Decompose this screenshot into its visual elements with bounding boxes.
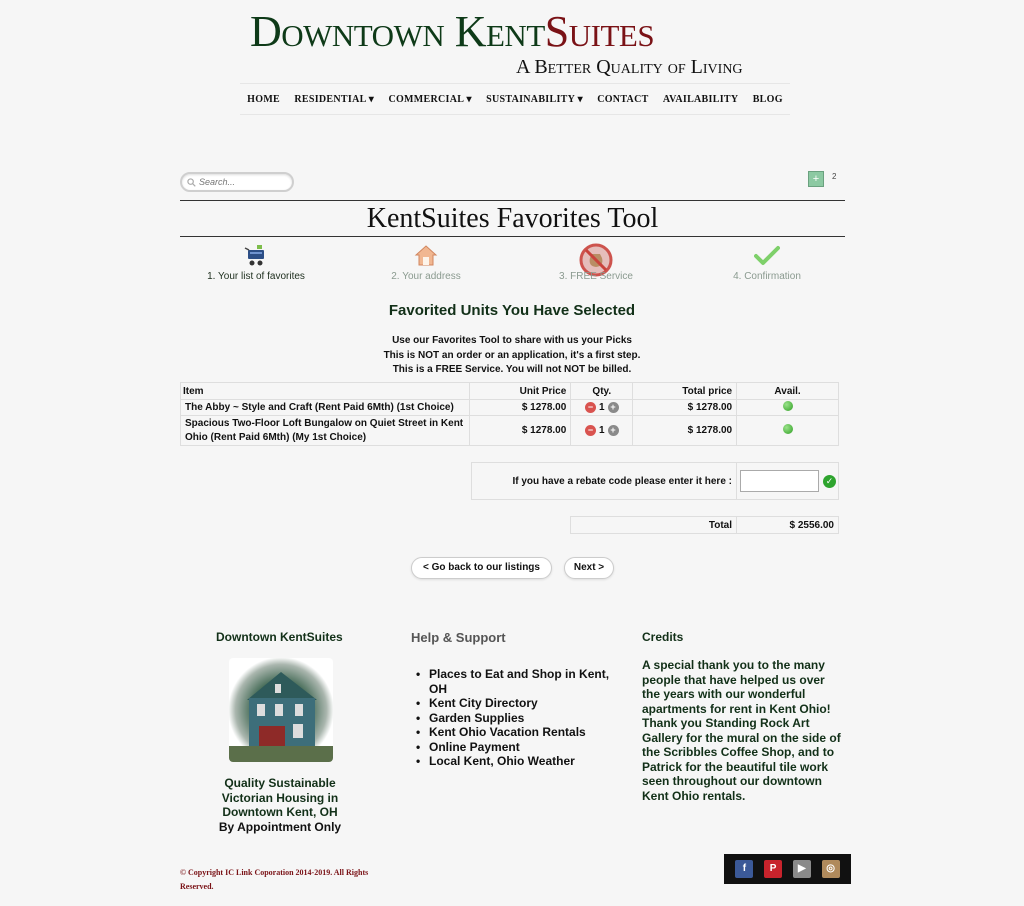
social-links: [724, 854, 851, 884]
nav-blog[interactable]: BLOG: [752, 93, 783, 105]
favorites-counter[interactable]: [808, 171, 836, 187]
step-free-service: [511, 243, 681, 282]
help-link[interactable]: • Online Payment: [416, 740, 616, 755]
instagram-icon[interactable]: ◎: [822, 860, 840, 878]
available-status-icon: [783, 424, 793, 434]
nav-commercial[interactable]: COMMERCIAL ▾: [388, 93, 472, 105]
help-link[interactable]: • Places to Eat and Shop in Kent, OH: [416, 667, 616, 696]
nav-residential[interactable]: RESIDENTIAL ▾: [294, 93, 375, 105]
back-to-listings-button[interactable]: < Go back to our listings: [411, 557, 552, 579]
logo-text-part2: Suites: [544, 7, 655, 56]
intro-text: [0, 334, 1024, 378]
help-link[interactable]: • Garden Supplies: [416, 711, 616, 726]
intro-line: Use our Favorites Tool to share with us your Picks: [392, 335, 632, 346]
house-icon: [414, 244, 438, 268]
table-header-row: [181, 383, 839, 400]
decrease-qty-button[interactable]: −: [585, 425, 596, 436]
intro-line: This is NOT an order or an application, it's a first step.: [383, 349, 641, 361]
facebook-icon[interactable]: f: [735, 860, 753, 878]
header-unit-price: Unit Price: [470, 383, 571, 400]
total-row: [570, 516, 839, 534]
help-link[interactable]: • Kent City Directory: [416, 696, 616, 711]
step-label-address: 2. Your address: [391, 271, 461, 282]
intro-line: This is a FREE Service. You will not NOT be billed.: [392, 364, 632, 375]
available-status-icon: [783, 401, 793, 411]
credits-text: A special thank you to the many people that have helped us over the years with our wonderful apartments for rent in Kent Ohio! Thank you Standing Rock Art Gallery for the mural on the side of the Scribbles Coffee Shop, and to Patrick for the beautiful tile work seen throughout our downtown Kent Ohio rentals.: [642, 658, 841, 803]
help-links: [416, 667, 616, 769]
favorites-icon: +: [808, 171, 824, 187]
step-label-favorites: 1. Your list of favorites: [207, 271, 305, 282]
table-row: [181, 400, 839, 416]
house-photo: [229, 658, 333, 762]
footer-col2-title: Help & Support: [411, 630, 506, 645]
search-icon: [187, 178, 196, 187]
total-value: $ 2556.00: [789, 520, 834, 531]
checkmark-icon: [754, 245, 780, 267]
step-label-confirmation: 4. Confirmation: [733, 271, 801, 282]
step-confirmation: [682, 243, 852, 282]
apply-rebate-check-icon[interactable]: ✓: [823, 475, 836, 488]
favorites-count: 2: [832, 172, 837, 181]
nav-sustainability[interactable]: SUSTAINABILITY ▾: [486, 93, 583, 105]
qty-value: 1: [599, 402, 605, 413]
header-total-price: Total price: [633, 383, 737, 400]
total-label: Total: [571, 517, 737, 533]
step-address: [341, 243, 511, 282]
item-name[interactable]: The Abby ~ Style and Craft (Rent Paid 6Mth) (1st Choice): [181, 400, 470, 416]
nav-contact[interactable]: CONTACT: [597, 93, 649, 105]
help-link[interactable]: • Local Kent, Ohio Weather: [416, 754, 616, 769]
footer-col3-title: Credits: [642, 630, 684, 644]
total-price: $ 1278.00: [633, 416, 737, 446]
house-image: [229, 658, 333, 762]
copyright: © Copyright IC Link Coporation 2014-2019. All Rights Reserved.: [180, 868, 369, 891]
logo-text-part1: Downtown Kent: [250, 7, 545, 56]
rebate-row: [471, 462, 839, 500]
shopping-cart-icon: [244, 244, 268, 268]
step-label-free-service: 3. FREE Service: [559, 271, 633, 282]
unit-price: $ 1278.00: [470, 416, 571, 446]
selected-units-heading: Favorited Units You Have Selected: [388, 302, 636, 319]
item-name[interactable]: Spacious Two-Floor Loft Bungalow on Quiet Street in Kent Ohio (Rent Paid 6Mth) (My 1st Choice): [181, 416, 470, 446]
table-row: [181, 416, 839, 446]
main-nav: [240, 83, 790, 115]
increase-qty-button[interactable]: +: [608, 402, 619, 413]
rebate-code-input[interactable]: [740, 470, 819, 492]
header-qty: Qty.: [571, 383, 633, 400]
qty-value: 1: [599, 425, 605, 436]
header-avail: Avail.: [737, 383, 839, 400]
header-item: Item: [181, 383, 470, 400]
page-title: KentSuites Favorites Tool: [180, 200, 845, 237]
footer-tagline-line: Victorian Housing in: [221, 790, 339, 805]
nav-home[interactable]: HOME: [247, 93, 281, 105]
unit-price: $ 1278.00: [470, 400, 571, 416]
favorites-table: [180, 382, 839, 446]
rebate-label: If you have a rebate code please enter it here :: [472, 463, 737, 499]
total-price: $ 1278.00: [633, 400, 737, 416]
footer-tagline-line: By Appointment Only: [218, 819, 342, 834]
next-button[interactable]: Next >: [564, 557, 614, 579]
search-box: [180, 172, 294, 192]
footer-tagline-line: Downtown Kent, OH: [222, 805, 338, 819]
site-logo[interactable]: [250, 6, 780, 56]
youtube-icon[interactable]: ▶: [793, 860, 811, 878]
footer-tagline-line: Quality Sustainable: [224, 776, 336, 790]
decrease-qty-button[interactable]: −: [585, 402, 596, 413]
footer-col1-title: Downtown KentSuites: [216, 630, 343, 644]
nav-availability[interactable]: AVAILABILITY: [662, 93, 739, 105]
site-tagline: A Better Quality of Living: [516, 56, 743, 78]
increase-qty-button[interactable]: +: [608, 425, 619, 436]
footer-tagline: [190, 776, 370, 834]
help-link[interactable]: • Kent Ohio Vacation Rentals: [416, 725, 616, 740]
pinterest-icon[interactable]: P: [764, 860, 782, 878]
search-input[interactable]: [199, 177, 287, 187]
step-favorites: [171, 243, 341, 282]
